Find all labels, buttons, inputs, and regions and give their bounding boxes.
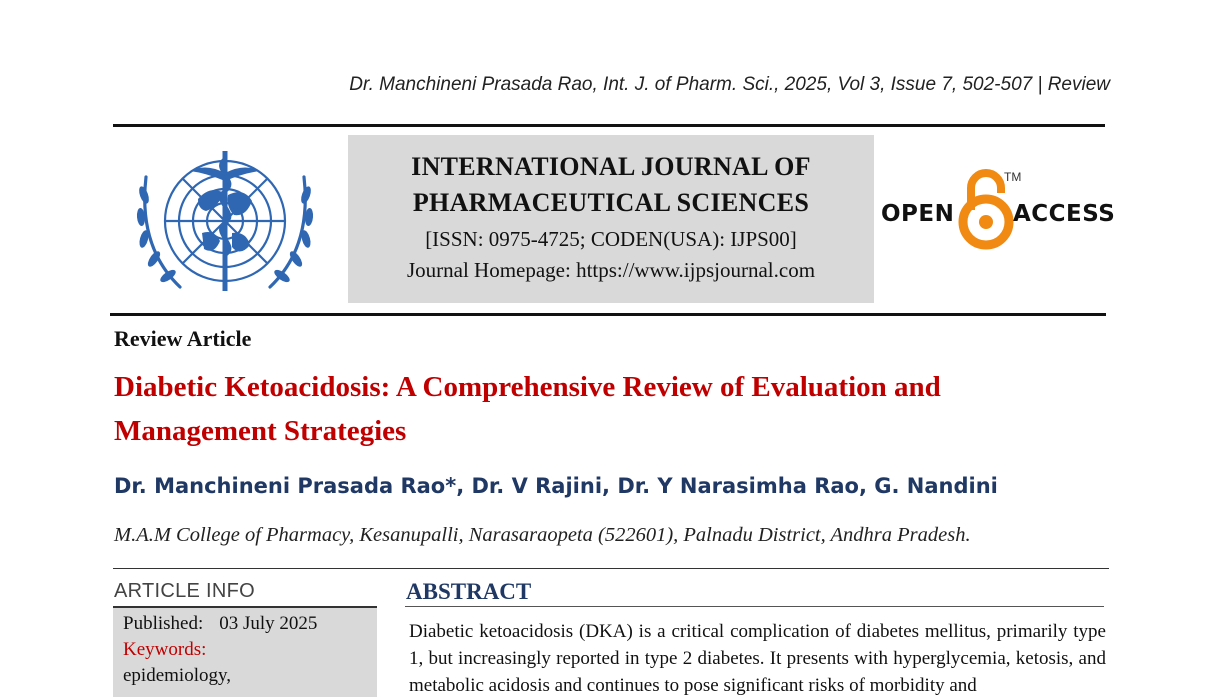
open-access-open-text: OPEN (881, 201, 955, 227)
published-label: Published: (123, 613, 204, 634)
journal-issn: [ISSN: 0975-4725; CODEN(USA): IJPS00] (425, 227, 797, 251)
article-info-heading: ARTICLE INFO (114, 580, 256, 602)
abstract-rule (405, 606, 1104, 607)
journal-title-line2: PHARMACEUTICAL SCIENCES (412, 188, 810, 217)
open-access-access-text: ACCESS (1013, 201, 1116, 227)
journal-homepage: Journal Homepage: https://www.ijpsjournal.com (406, 258, 816, 282)
open-access-tm: TM (1004, 170, 1022, 184)
abstract-heading: ABSTRACT (406, 579, 532, 604)
journal-emblem-icon (128, 137, 322, 307)
article-type: Review Article (114, 326, 252, 351)
article-info-box (113, 606, 377, 697)
keyword-item: epidemiology, (123, 665, 231, 686)
published-line (123, 613, 317, 635)
open-access-logo (880, 160, 1116, 255)
header-bottom-rule (110, 313, 1106, 316)
published-date: 03 July 2025 (219, 613, 318, 634)
article-authors: Dr. Manchineni Prasada Rao*, Dr. V Rajini, Dr. Y Narasimha Rao, G. Nandini (114, 474, 998, 498)
article-affiliation: M.A.M College of Pharmacy, Kesanupalli, Narasaraopeta (522601), Palnadu District, Andhra Pradesh. (114, 524, 971, 546)
section-rule (113, 568, 1109, 569)
top-rule (113, 124, 1105, 127)
keywords-label: Keywords: (123, 639, 207, 660)
journal-masthead (348, 135, 874, 303)
journal-title-line1: INTERNATIONAL JOURNAL OF (411, 152, 811, 181)
article-title: Diabetic Ketoacidosis: A Comprehensive Review of Evaluation and Management Strategies (114, 371, 941, 447)
running-head: Dr. Manchineni Prasada Rao, Int. J. of Pharm. Sci., 2025, Vol 3, Issue 7, 502-507 | Review (349, 74, 1110, 95)
abstract-text: Diabetic ketoacidosis (DKA) is a critical complication of diabetes mellitus, primarily type 1, but increasingly reported in type 2 diabetes. It presents with hyperglycemia, ketosis, and metabolic acidosis and continues to pose significant risks of morbidity and (409, 621, 1106, 696)
